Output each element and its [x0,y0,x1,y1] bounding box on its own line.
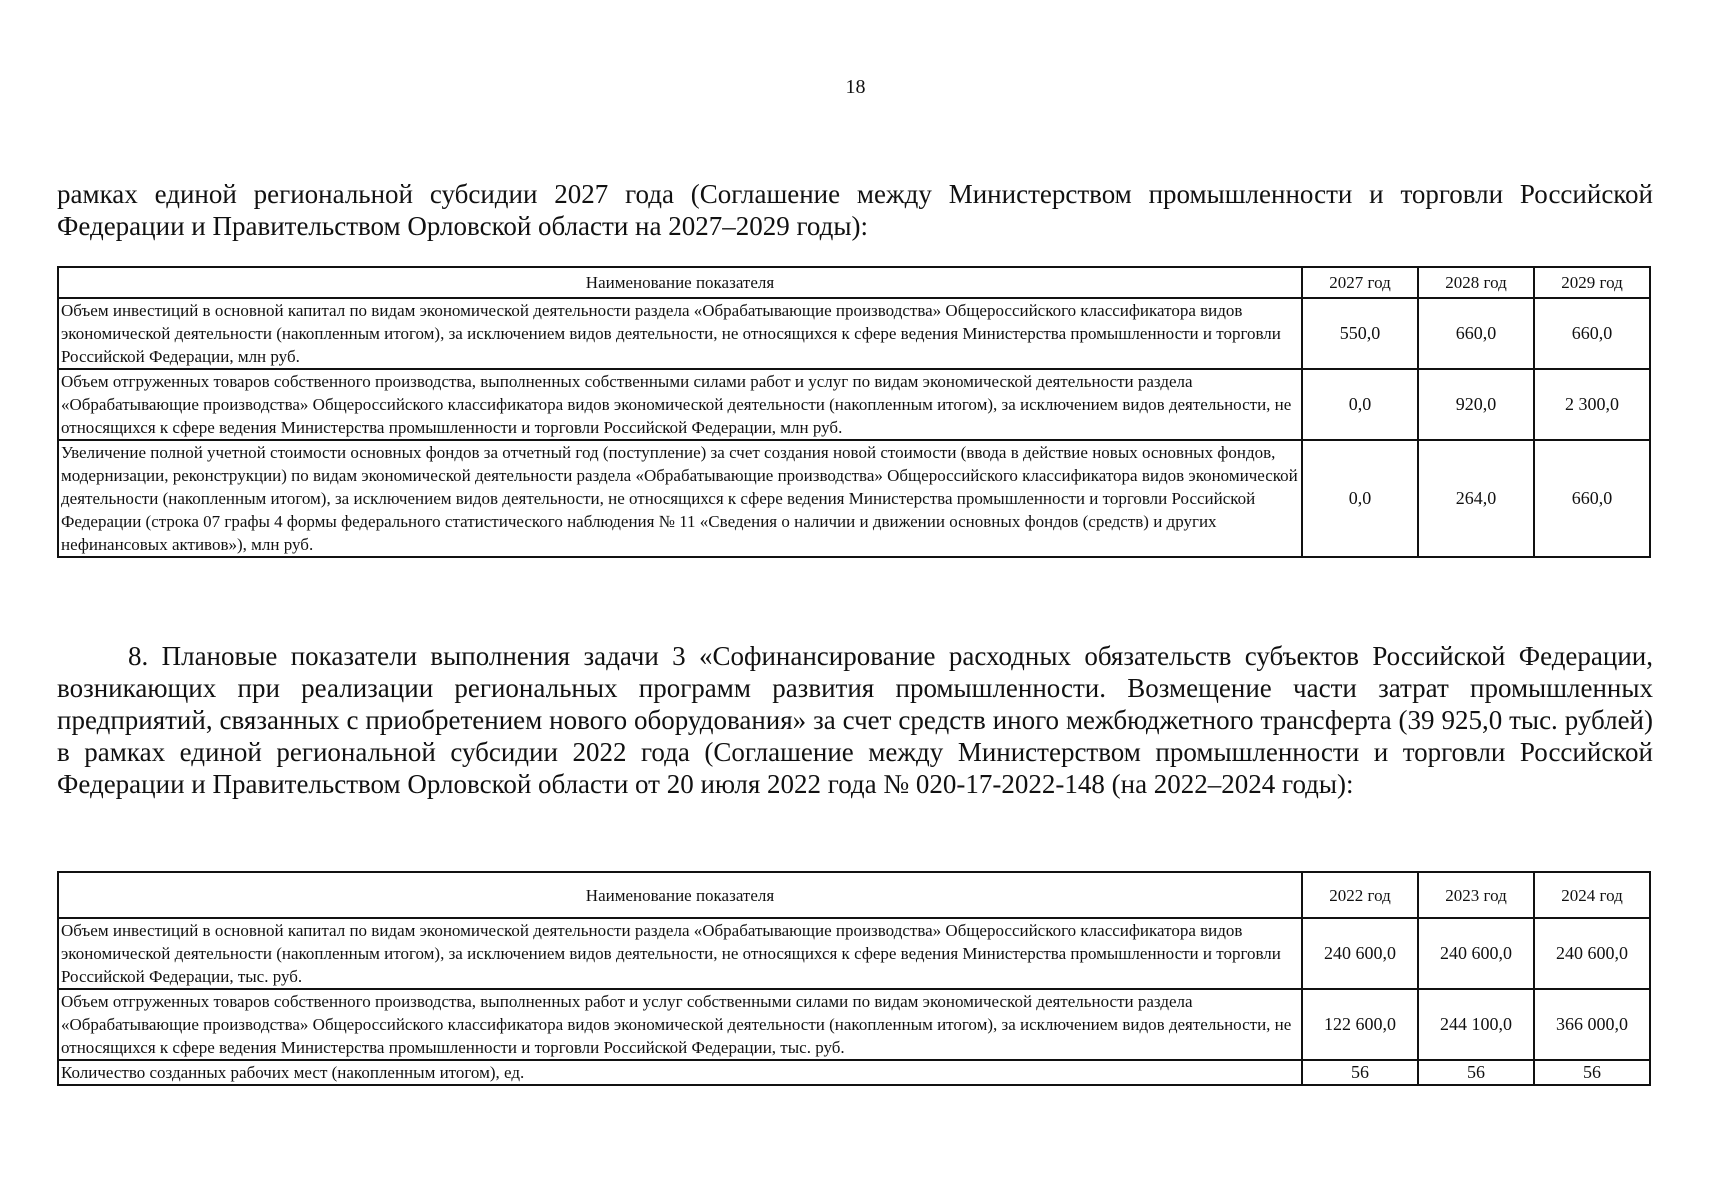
indicator-value: 56 [1418,1060,1534,1085]
table-header-row [58,267,1650,298]
indicator-name: Объем отгруженных товаров собственного производства, выполненных работ и услуг собственными силами по видам экономической деятельности раздела «Обрабатывающие производства» Общероссийского классификатора видов экономической деятельности (накопленным итогом), за исключением видов деятельности, не относящихся к сфере ведения Министерства промышленности и торговли Российской Федерации, тыс. руб. [58,989,1302,1060]
header-indicator-name: Наименование показателя [58,267,1302,298]
indicator-value: 2 300,0 [1534,369,1650,440]
indicator-value: 240 600,0 [1302,918,1418,989]
indicator-value: 264,0 [1418,440,1534,557]
section-8-paragraph: 8. Плановые показатели выполнения задачи 3 «Софинансирование расходных обязательств субъектов Российской Федерации, возникающих при реализации региональных программ развития промышленности. Возмещение части затрат промышленных предприятий, связанных с приобретением нового оборудования» за счет средств иного межбюджетного трансферта (39 925,0 тыс. рублей) в рамках единой региональной субсидии 2022 года (Соглашение между Министерством промышленности и торговли Российской Федерации и Правительством Орловской области от 20 июля 2022 года № 020-17-2022-148 (на 2022–2024 годы): [57,641,1653,799]
indicator-value: 660,0 [1418,298,1534,369]
header-year: 2028 год [1418,267,1534,298]
indicator-name: Увеличение полной учетной стоимости основных фондов за отчетный год (поступление) за счет создания новой стоимости (ввода в действие новых основных фондов, модернизации, реконструкции) по видам экономической деятельности раздела «Обрабатывающие производства» Общероссийского классификатора видов экономической деятельности (накопленным итогом), за исключением видов деятельности, не относящихся к сфере ведения Министерства промышленности и торговли Российской Федерации (строка 07 графы 4 формы федерального статистического наблюдения № 11 «Сведения о наличии и движении основных фондов (средств) и других нефинансовых активов»), млн руб. [58,440,1302,557]
header-indicator-name: Наименование показателя [58,872,1302,918]
indicator-value: 56 [1534,1060,1650,1085]
page-number: 18 [845,76,866,98]
table-row [58,298,1650,369]
table-row [58,1060,1650,1085]
indicator-value: 366 000,0 [1534,989,1650,1060]
intro-paragraph: рамках единой региональной субсидии 2027 года (Соглашение между Министерством промышленности и торговли Российской Федерации и Правительством Орловской области на 2027–2029 годы): [57,179,1653,241]
indicator-value: 240 600,0 [1534,918,1650,989]
indicator-name: Объем отгруженных товаров собственного производства, выполненных собственными силами работ и услуг по видам экономической деятельности раздела «Обрабатывающие производства» Общероссийского классификатора видов экономической деятельности (накопленным итогом), за исключением видов деятельности, не относящихся к сфере ведения Министерства промышленности и торговли Российской Федерации, млн руб. [58,369,1302,440]
indicator-value: 122 600,0 [1302,989,1418,1060]
indicator-value: 660,0 [1534,298,1650,369]
indicator-name: Объем инвестиций в основной капитал по видам экономической деятельности раздела «Обрабатывающие производства» Общероссийского классификатора видов экономической деятельности (накопленным итогом), за исключением видов деятельности, не относящихся к сфере ведения Министерства промышленности и торговли Российской Федерации, млн руб. [58,298,1302,369]
indicator-name: Объем инвестиций в основной капитал по видам экономической деятельности раздела «Обрабатывающие производства» Общероссийского классификатора видов экономической деятельности (накопленным итогом), за исключением видов деятельности, не относящихся к сфере ведения Министерства промышленности и торговли Российской Федерации, тыс. руб. [58,918,1302,989]
header-year: 2027 год [1302,267,1418,298]
indicator-value: 240 600,0 [1418,918,1534,989]
header-year: 2022 год [1302,872,1418,918]
header-year: 2024 год [1534,872,1650,918]
table-row [58,989,1650,1060]
table-header-row [58,872,1650,918]
table-row [58,440,1650,557]
indicator-value: 550,0 [1302,298,1418,369]
indicator-name: Количество созданных рабочих мест (накопленным итогом), ед. [58,1060,1302,1085]
indicator-value: 0,0 [1302,369,1418,440]
header-year: 2029 год [1534,267,1650,298]
table-row [58,918,1650,989]
indicators-table-2027-2029 [57,266,1651,558]
table-row [58,369,1650,440]
indicator-value: 56 [1302,1060,1418,1085]
indicator-value: 920,0 [1418,369,1534,440]
indicators-table-2022-2024 [57,871,1651,1086]
indicator-value: 244 100,0 [1418,989,1534,1060]
indicator-value: 0,0 [1302,440,1418,557]
indicator-value: 660,0 [1534,440,1650,557]
header-year: 2023 год [1418,872,1534,918]
